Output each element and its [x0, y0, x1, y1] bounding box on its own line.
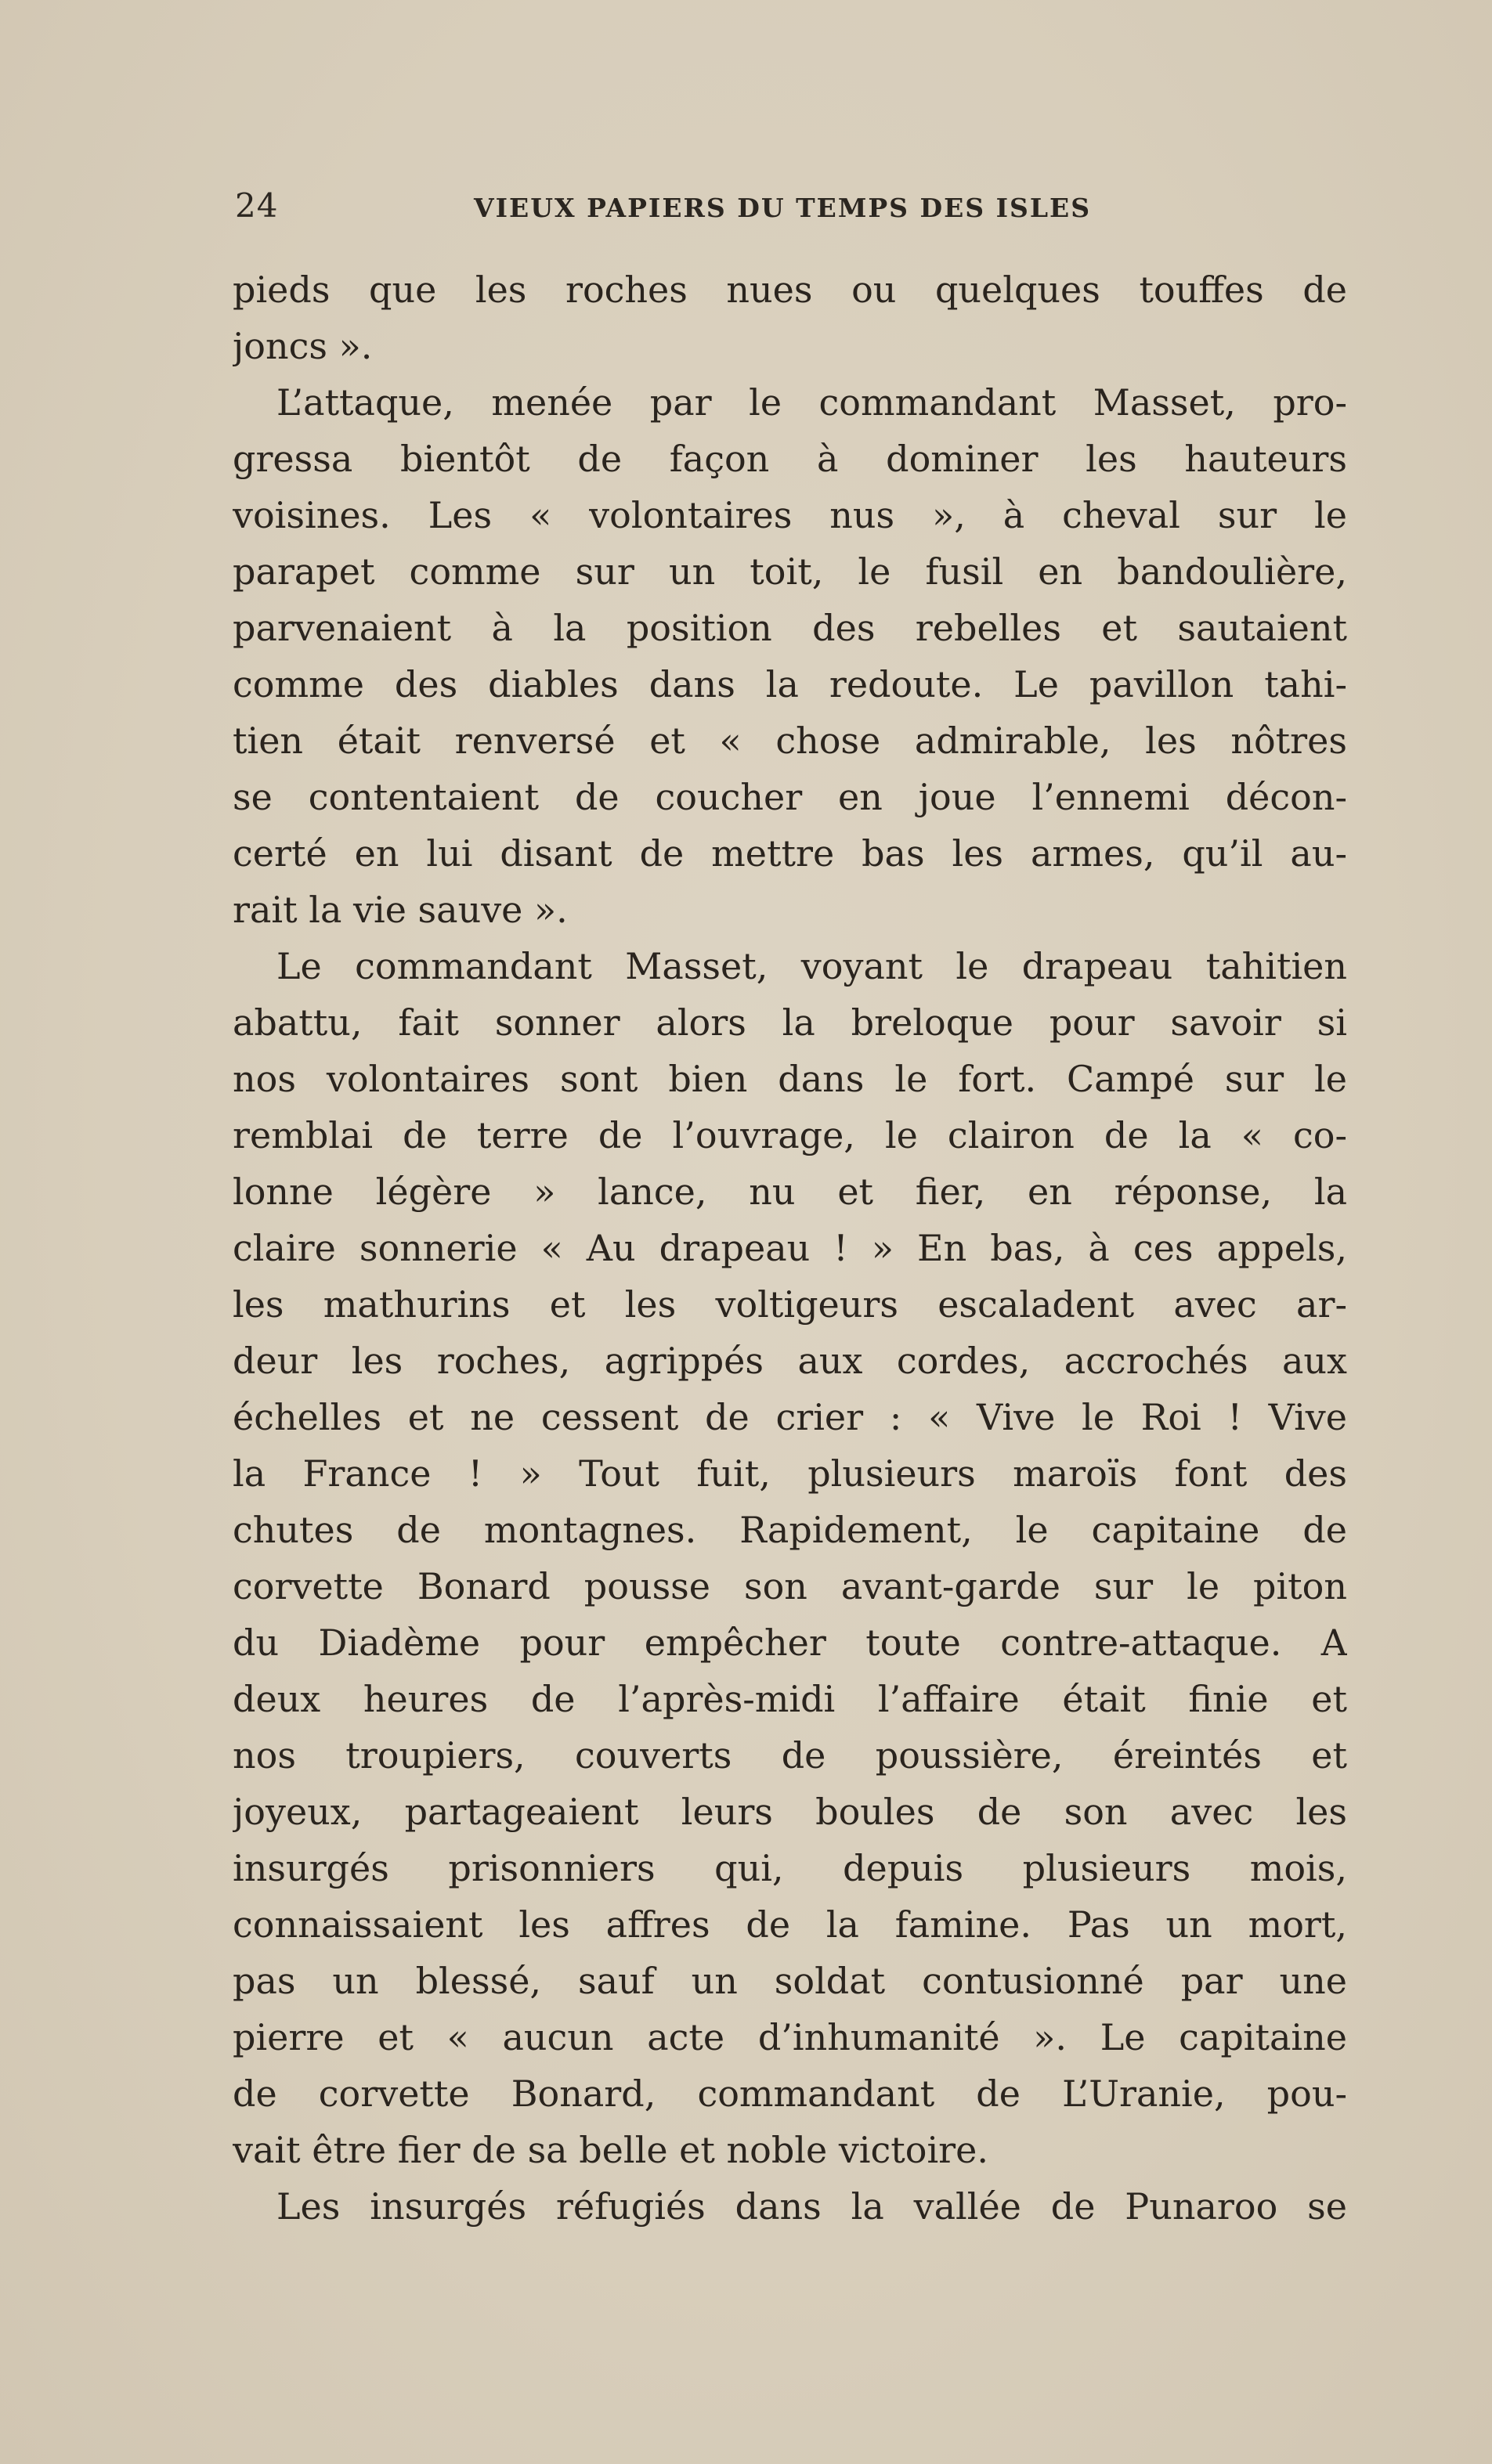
text-line: vait être fier de sa belle et noble victoire.: [233, 2129, 989, 2171]
text-line: nos volontaires sont bien dans le fort. Campé sur le: [233, 1058, 1347, 1100]
text-line: de corvette Bonard, commandant de L’Uranie, pou-: [233, 2073, 1347, 2115]
text-line: la France ! » Tout fuit, plusieurs maroïs font des: [233, 1452, 1347, 1495]
text-line: rait la vie sauve ».: [233, 889, 568, 931]
text-line: insurgés prisonniers qui, depuis plusieurs mois,: [233, 1847, 1347, 1889]
page-number: 24: [235, 186, 279, 225]
text-line: parvenaient à la position des rebelles et sautaient: [233, 607, 1347, 649]
text-line: nos troupiers, couverts de poussière, éreintés et: [233, 1734, 1347, 1777]
text-line: joyeux, partageaient leurs boules de son avec les: [233, 1791, 1347, 1833]
text-line: pierre et « aucun acte d’inhumanité ». Le capitaine: [233, 2016, 1347, 2058]
text-line: connaissaient les affres de la famine. Pas un mort,: [233, 1903, 1347, 1946]
text-line: Le commandant Masset, voyant le drapeau tahitien: [276, 945, 1347, 987]
text-line: L’attaque, menée par le commandant Masset, pro-: [276, 381, 1347, 424]
text-line: échelles et ne cessent de crier : « Vive le Roi ! Vive: [233, 1396, 1347, 1438]
text-line: joncs ».: [233, 325, 373, 367]
text-line: se contentaient de coucher en joue l’ennemi décon-: [233, 776, 1347, 818]
text-line: pieds que les roches nues ou quelques touffes de: [233, 269, 1347, 311]
text-line: deux heures de l’après-midi l’affaire était finie et: [233, 1678, 1347, 1720]
running-title: VIEUX PAPIERS DU TEMPS DES ISLES: [474, 193, 1092, 223]
text-line: remblai de terre de l’ouvrage, le clairon de la « co-: [233, 1114, 1347, 1156]
page-header: [235, 186, 1347, 233]
text-line: du Diadème pour empêcher toute contre-attaque. A: [233, 1622, 1347, 1664]
text-line: certé en lui disant de mettre bas les armes, qu’il au-: [233, 832, 1347, 875]
text-line: voisines. Les « volontaires nus », à cheval sur le: [233, 494, 1347, 536]
text-line: pas un blessé, sauf un soldat contusionné par une: [233, 1960, 1347, 2002]
text-line: lonne légère » lance, nu et fier, en réponse, la: [233, 1171, 1347, 1213]
text-line: tien était renversé et « chose admirable, les nôtres: [233, 720, 1347, 762]
text-line: parapet comme sur un toit, le fusil en bandoulière,: [233, 550, 1347, 593]
text-line: deur les roches, agrippés aux cordes, accrochés aux: [233, 1340, 1347, 1382]
text-line: abattu, fait sonner alors la breloque pour savoir si: [233, 1001, 1347, 1044]
text-line: Les insurgés réfugiés dans la vallée de Punaroo se: [276, 2185, 1347, 2228]
body-text: [233, 262, 1347, 2235]
text-line: comme des diables dans la redoute. Le pavillon tahi-: [233, 663, 1347, 705]
text-line: les mathurins et les voltigeurs escaladent avec ar-: [233, 1283, 1347, 1326]
text-line: chutes de montagnes. Rapidement, le capitaine de: [233, 1509, 1347, 1551]
text-line: claire sonnerie « Au drapeau ! » En bas, à ces appels,: [233, 1227, 1347, 1269]
text-line: gressa bientôt de façon à dominer les hauteurs: [233, 438, 1347, 480]
text-line: corvette Bonard pousse son avant-garde sur le piton: [233, 1565, 1347, 1607]
